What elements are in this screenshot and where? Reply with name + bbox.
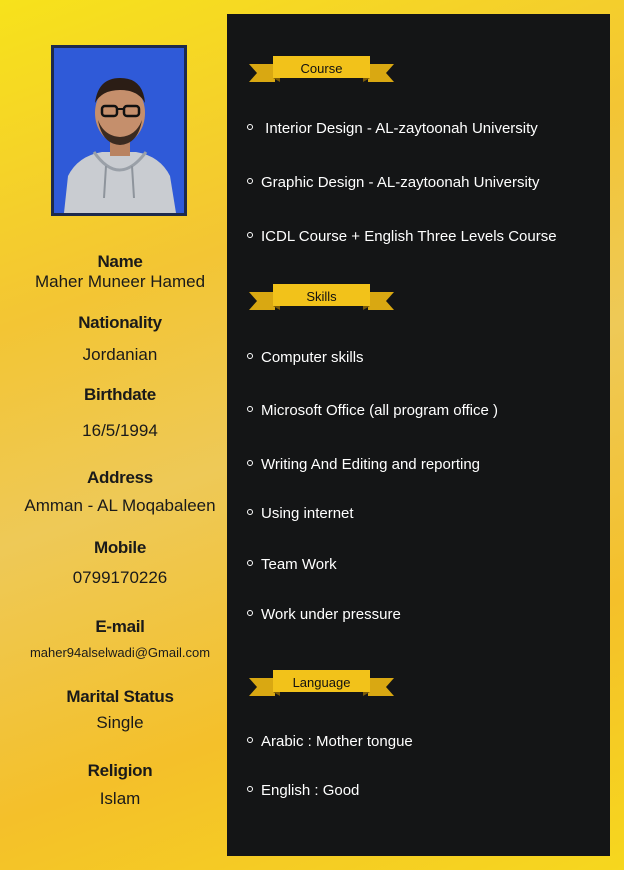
skills-heading-ribbon — [249, 284, 394, 312]
name-label: Name — [97, 252, 143, 271]
mobile-label: Mobile — [93, 538, 147, 557]
bullet-icon — [247, 610, 253, 616]
email-block — [14, 617, 226, 660]
birthdate-value: 16/5/1994 — [82, 421, 158, 440]
course-item-3: ICDL Course + English Three Levels Course — [247, 228, 557, 245]
marital-block — [14, 687, 226, 733]
birthdate-label: Birthdate — [84, 385, 156, 404]
address-label: Address — [87, 468, 153, 487]
religion-value: Islam — [99, 789, 141, 808]
bullet-icon — [247, 353, 253, 359]
bullet-icon — [247, 232, 253, 238]
marital-status-value: Single — [96, 713, 144, 732]
person-photo-icon — [54, 48, 184, 213]
course-item-2: Graphic Design - AL-zaytoonah University — [247, 174, 539, 191]
birthdate-block — [14, 385, 226, 441]
skills-heading: Skills — [306, 289, 337, 304]
bullet-icon — [247, 178, 253, 184]
skill-item-6: Work under pressure — [247, 606, 401, 623]
course-heading: Course — [300, 61, 343, 76]
bullet-icon — [247, 406, 253, 412]
bullet-icon — [247, 737, 253, 743]
address-block — [14, 468, 226, 516]
bullet-icon — [247, 509, 253, 515]
name-block — [14, 252, 226, 292]
course-heading-ribbon — [249, 56, 394, 84]
email-value: maher94alselwadi@Gmail.com — [29, 645, 211, 660]
marital-status-label: Marital Status — [66, 687, 174, 706]
skill-item-5: Team Work — [247, 556, 337, 573]
language-item-1: Arabic : Mother tongue — [247, 733, 413, 750]
language-heading-ribbon — [249, 670, 394, 698]
skill-item-4: Using internet — [247, 505, 354, 522]
email-label: E-mail — [95, 617, 145, 636]
course-item-1: Interior Design - AL-zaytoonah University — [247, 120, 538, 137]
name-value: Maher Muneer Hamed — [34, 272, 206, 291]
language-heading: Language — [292, 675, 351, 690]
bullet-icon — [247, 124, 253, 130]
mobile-value: 0799170226 — [72, 568, 168, 587]
religion-label: Religion — [87, 761, 153, 780]
religion-block — [14, 761, 226, 809]
bullet-icon — [247, 560, 253, 566]
bullet-icon — [247, 460, 253, 466]
skill-item-2: Microsoft Office (all program office ) — [247, 402, 498, 419]
nationality-value: Jordanian — [82, 345, 158, 364]
address-value: Amman - AL Moqabaleen — [24, 496, 216, 515]
mobile-block — [14, 538, 226, 588]
nationality-block — [14, 313, 226, 365]
language-item-2: English : Good — [247, 782, 359, 799]
nationality-label: Nationality — [78, 313, 162, 332]
details-panel — [227, 14, 610, 856]
skill-item-1: Computer skills — [247, 349, 364, 366]
profile-photo — [51, 45, 187, 216]
bullet-icon — [247, 786, 253, 792]
skill-item-3: Writing And Editing and reporting — [247, 456, 480, 473]
